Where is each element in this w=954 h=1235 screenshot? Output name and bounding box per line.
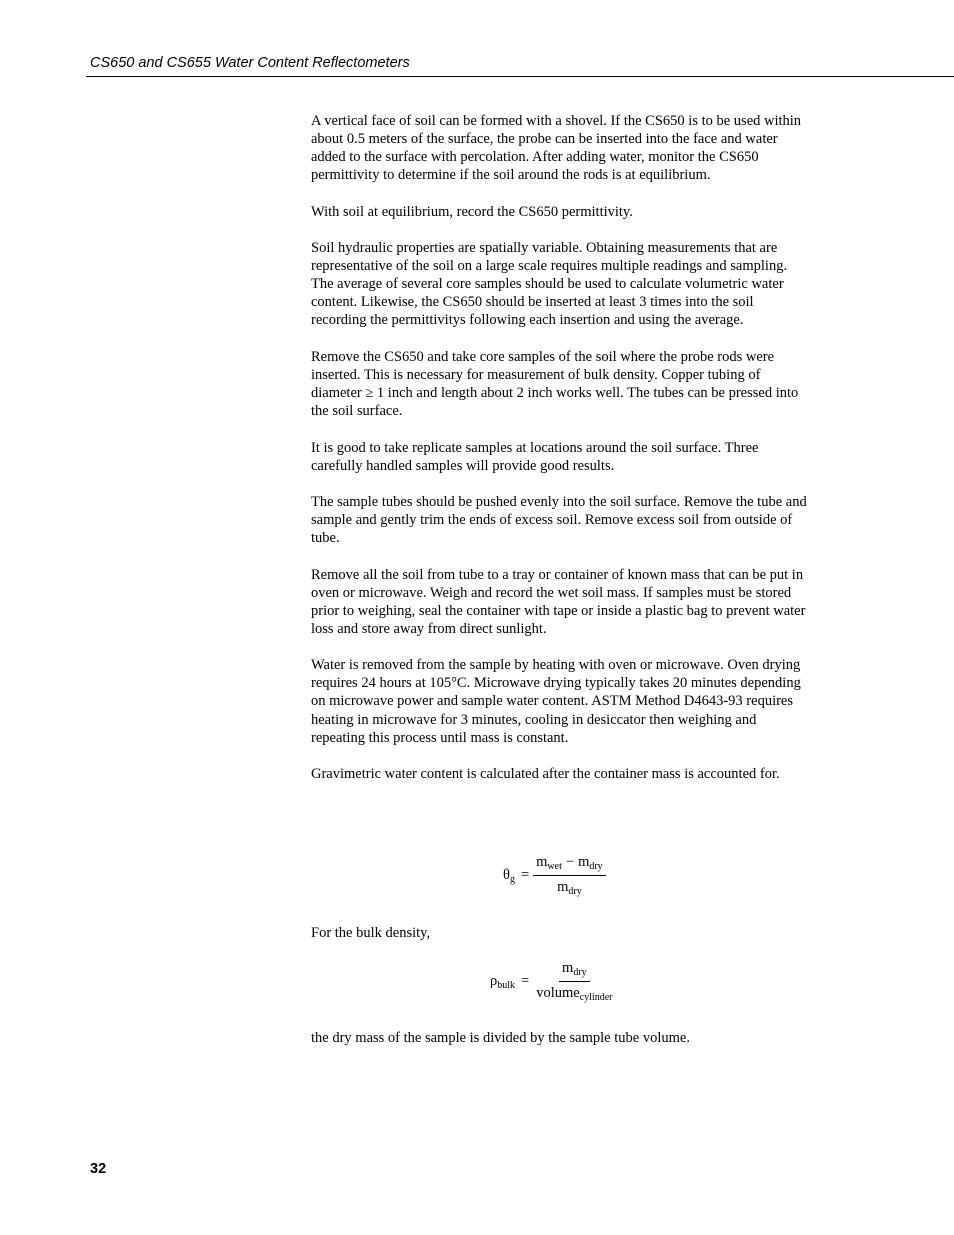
equation-gravimetric-water-content xyxy=(503,854,606,897)
body-text xyxy=(311,112,811,801)
paragraph-drying: Water is removed from the sample by heating with oven or microwave. Oven drying requires 24 hours at 105°C. Microwave drying typically takes 20 minutes depending on microwave power and sample water content. ASTM Method D4643-93 requires heating in microwave for 3 minutes, cooling in desiccator then weighing and repeating this process until mass is constant. xyxy=(311,657,801,746)
header-rule xyxy=(86,76,954,77)
fraction xyxy=(533,960,615,1003)
equals-sign: = xyxy=(521,973,530,989)
paragraph-sample-tubes: The sample tubes should be pushed evenly into the soil surface. Remove the tube and sample and gently trim the ends of excess soil. Remove excess soil from outside of tube. xyxy=(311,493,807,547)
paragraph-equilibrium: With soil at equilibrium, record the CS650 permittivity. xyxy=(311,203,633,220)
paragraph-core-samples: Remove the CS650 and take core samples of the soil where the probe rods were inserted. This is necessary for measurement of bulk density. Copper tubing of diameter ≥ 1 inch and length about 2 inch works well. The tubes can be pressed into the soil surface. xyxy=(311,348,799,420)
running-header-title: CS650 and CS655 Water Content Reflectometers xyxy=(90,55,410,71)
paragraph-closing: the dry mass of the sample is divided by the sample tube volume. xyxy=(311,1030,690,1046)
equation-lhs: $\theta_g$ xyxy=(503,866,515,885)
paragraph-soil-face: A vertical face of soil can be formed with a shovel. If the CS650 is to be used within about 0.5 meters of the surface, the probe can be inserted into the face and water added to the surface with percolation. After adding water, monitor the CS650 permittivity to determine if the soil around the rods is at equilibrium. xyxy=(311,113,802,184)
fraction-numerator: $m_{dry}$ xyxy=(559,960,590,982)
fraction-denominator: $m_{dry}$ xyxy=(557,879,582,897)
paragraph-bulk-density-intro: For the bulk density, xyxy=(311,925,431,941)
equation-lhs: $\rho_{bulk}$ xyxy=(490,972,516,991)
paragraph-wet-mass: Remove all the soil from tube to a tray or container of known mass that can be put in oven or microwave. Weigh and record the wet soil mass. If samples must be stored prior to weighing, seal the container with tape or inside a plastic bag to prevent water loss and store away from direct sunlight. xyxy=(311,566,806,637)
equation-bulk-density xyxy=(490,960,615,1003)
fraction-denominator: volume$_{cylinder}$ xyxy=(536,985,613,1003)
equals-sign: = xyxy=(520,867,530,883)
paragraph-replicate-samples: It is good to take replicate samples at locations around the soil surface. Three carefully handled samples will provide good results. xyxy=(311,439,759,474)
fraction xyxy=(533,854,606,897)
page-number: 32 xyxy=(90,1161,107,1177)
paragraph-gravimetric: Gravimetric water content is calculated after the container mass is accounted for. xyxy=(311,766,780,782)
fraction-numerator: $m_{wet} - m_{dry}$ xyxy=(533,854,606,876)
paragraph-hydraulic-properties: Soil hydraulic properties are spatially variable. Obtaining measurements that are representative of the soil on a large scale requires multiple readings and sampling. The average of several core samples should be used to calculate volumetric water content. Likewise, the CS650 should be inserted at least 3 times into the soil recording the permittivitys following each insertion and using the average. xyxy=(311,240,788,329)
